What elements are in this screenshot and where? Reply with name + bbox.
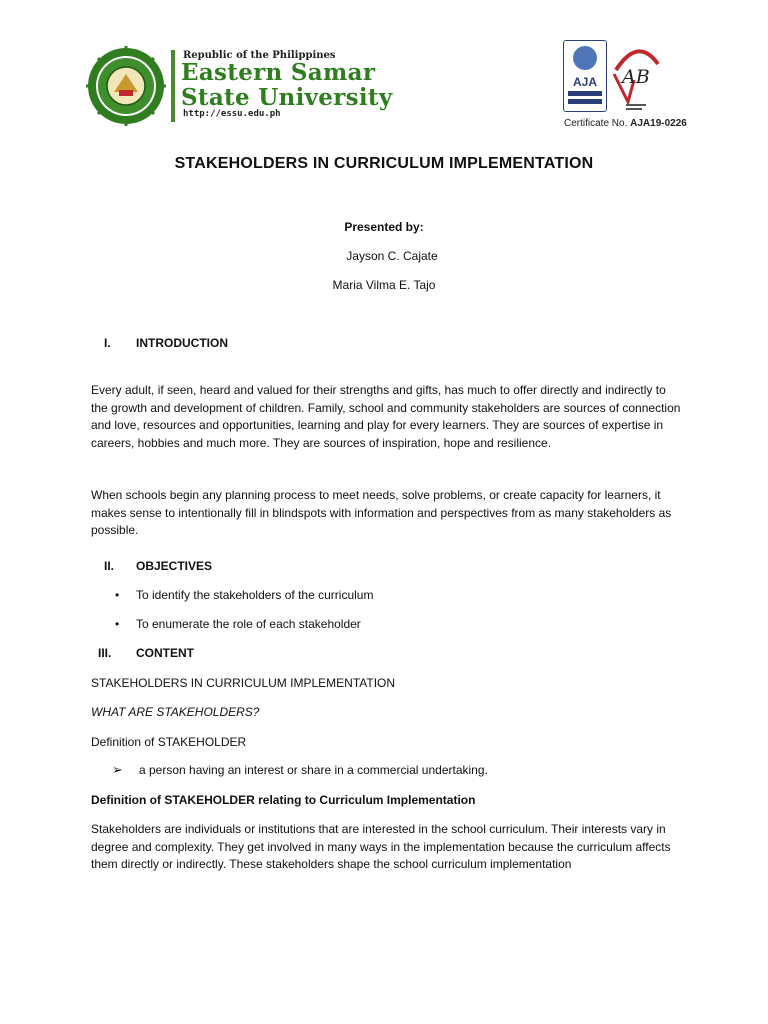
section-number: III.: [98, 646, 112, 660]
objective-item: To identify the stakeholders of the curriculum: [136, 588, 374, 602]
aja-label: AJA: [572, 75, 597, 89]
intro-paragraph: Every adult, if seen, heard and valued for their strengths and gifts, has much to offer directly and indirectly to the growth and development of children. Family, school and community stakeholders are sources of connection and love, resources and opportunities, learning and play for every learners. They are sources of expertise in careers, hobbies and much more. They are sources of inspiration, hope and resilience.: [91, 383, 681, 450]
definition-item: a person having an interest or share in a commercial undertaking.: [139, 763, 488, 777]
stakeholders-question: WHAT ARE STAKEHOLDERS?: [91, 705, 260, 719]
presenter-name: Maria Vilma E. Tajo: [332, 278, 436, 292]
section-number: II.: [104, 559, 115, 573]
bullet-icon: •: [115, 588, 120, 602]
section-heading-content: CONTENT: [136, 646, 194, 660]
intro-paragraph: When schools begin any planning process to meet needs, solve problems, or create capacity for learners, it makes sense to intentionally fill in blindspots with information and perspectives from as many stakeholders as possible.: [91, 488, 672, 537]
section-heading-introduction: INTRODUCTION: [136, 336, 228, 350]
certificate-number: [564, 118, 687, 129]
university-seal-icon: [86, 46, 166, 126]
document-title: STAKEHOLDERS IN CURRICULUM IMPLEMENTATION: [174, 155, 594, 172]
section-heading-objectives: OBJECTIVES: [136, 559, 213, 573]
definition2-paragraph: Stakeholders are individuals or institutions that are interested in the school curriculum. Their interests vary in degree and complexity. They get involved in many ways in the implementation because the curriculum affects them directly or indirectly. These stakeholders shape the school curriculum implementation: [91, 822, 671, 871]
header-divider: [171, 50, 175, 122]
objective-item: To enumerate the role of each stakeholder: [136, 617, 361, 631]
uab-label: AB: [622, 66, 650, 88]
university-name-line2: State University: [181, 84, 393, 111]
republic-label: Republic of the Philippines: [183, 50, 336, 61]
bullet-icon: •: [115, 617, 120, 631]
university-name-line1: Eastern Samar: [181, 59, 376, 86]
content-heading: STAKEHOLDERS IN CURRICULUM IMPLEMENTATION: [91, 676, 396, 690]
letterhead: [0, 0, 768, 140]
certificate-label: Certificate No.: [564, 118, 628, 129]
certificate-value: AJA19-0226: [630, 118, 687, 129]
aja-certification-logo: [563, 40, 607, 112]
presented-by-label: Presented by:: [344, 220, 424, 234]
aja-strip: [568, 99, 602, 104]
definition2-heading: Definition of STAKEHOLDER relating to Curriculum Implementation: [91, 793, 476, 807]
aja-strip: [568, 91, 602, 96]
section-number: I.: [104, 336, 111, 350]
definition-heading: Definition of STAKEHOLDER: [91, 735, 247, 749]
presenter-name: Jayson C. Cajate: [346, 249, 438, 263]
university-url: http://essu.edu.ph: [183, 109, 281, 119]
university-name: [181, 60, 393, 110]
arrow-bullet-icon: ➢: [112, 762, 123, 777]
globe-icon: [573, 46, 597, 70]
